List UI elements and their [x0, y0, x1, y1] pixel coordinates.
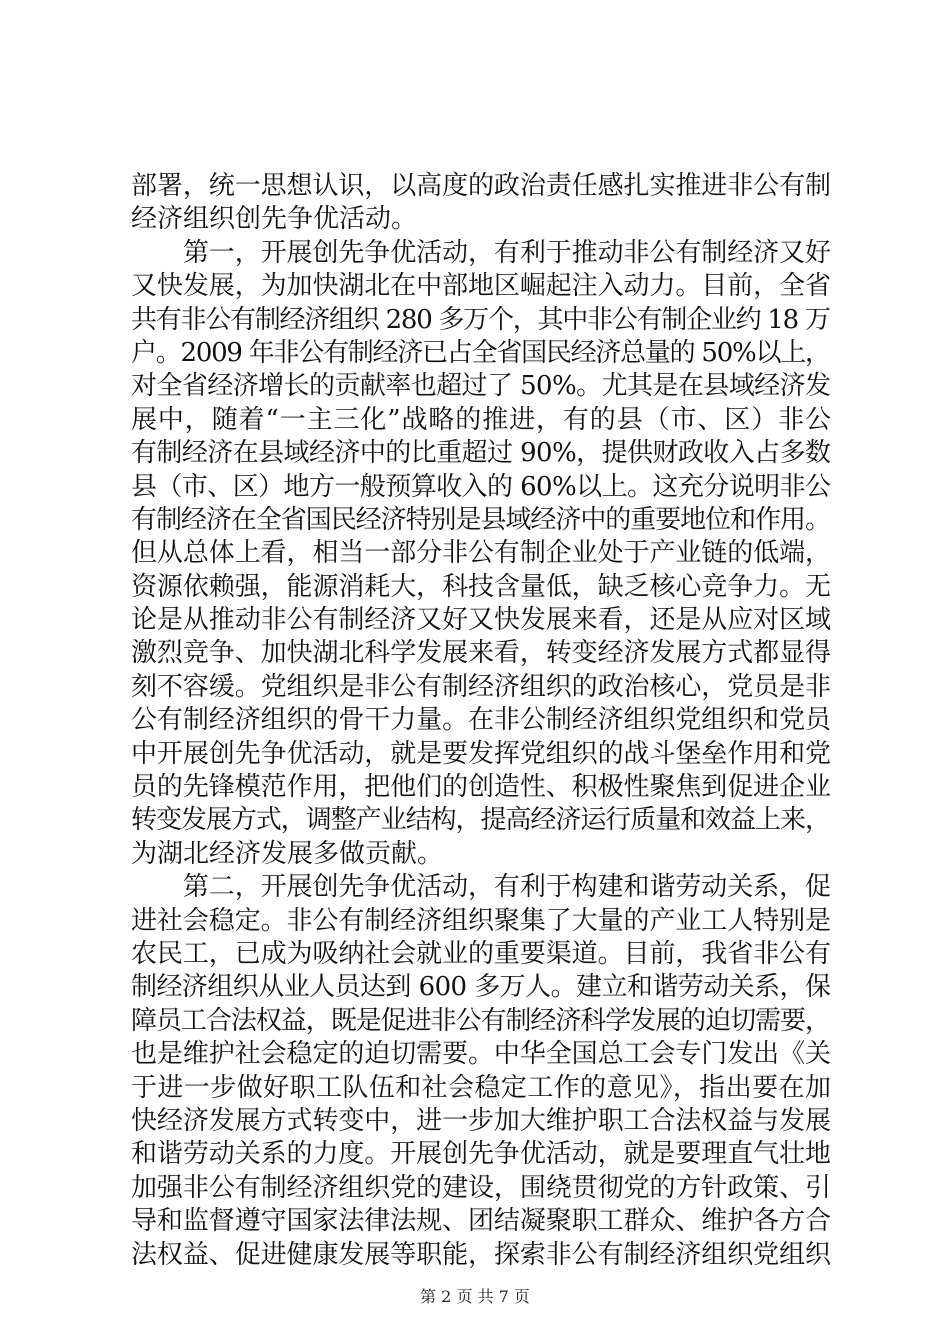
text-line: 经济组织创先争优活动。 [131, 204, 418, 235]
text-line: 法权益、促进健康发展等职能，探索非公有制经济组织党组织 [131, 1239, 831, 1270]
text-line: 和谐劳动关系的力度。开展创先争优活动，就是要理直气壮地 [131, 1139, 831, 1170]
text-line: 资源依赖强，能源消耗大，科技含量低，缺乏核心竞争力。无 [131, 571, 831, 602]
text-line: 公有制经济组织的骨干力量。在非公制经济组织党组织和党员 [131, 705, 831, 736]
text-line: 进社会稳定。非公有制经济组织聚集了大量的产业工人特别是 [131, 905, 831, 936]
text-line: 员的先锋模范作用，把他们的创造性、积极性聚焦到促进企业 [131, 772, 831, 803]
text-line: 户。2009 年非公有制经济已占全省国民经济总量的 50%以上， [131, 337, 830, 368]
body-text [131, 170, 831, 1272]
text-line: 加强非公有制经济组织党的建设，围绕贯彻党的方针政策、引 [131, 1172, 831, 1203]
text-line: 农民工，已成为吸纳社会就业的重要渠道。目前，我省非公有 [131, 938, 831, 969]
text-line: 对全省经济增长的贡献率也超过了 50%。尤其是在县域经济发 [131, 371, 831, 402]
text-line: 为湖北经济发展多做贡献。 [131, 838, 444, 869]
text-line: 也是维护社会稳定的迫切需要。中华全国总工会专门发出《关 [131, 1039, 831, 1070]
text-line: 激烈竞争、加快湖北科学发展来看，转变经济发展方式都显得 [131, 638, 831, 669]
text-line: 又快发展，为加快湖北在中部地区崛起注入动力。目前，全省 [131, 271, 831, 302]
text-line: 导和监督遵守国家法律法规、团结凝聚职工群众、维护各方合 [131, 1206, 831, 1237]
text-line: 共有非公有制经济组织 280 多万个，其中非公有制企业约 18 万 [131, 304, 830, 335]
text-line: 论是从推动非公有制经济又好又快发展来看，还是从应对区域 [131, 605, 831, 636]
text-line: 第一，开展创先争优活动，有利于推动非公有制经济又好 [131, 237, 831, 268]
page-footer: 第 2 页 共 7 页 [420, 1287, 530, 1306]
text-line: 第二，开展创先争优活动，有利于构建和谐劳动关系，促 [131, 872, 831, 903]
text-line: 县（市、区）地方一般预算收入的 60%以上。这充分说明非公 [131, 471, 831, 502]
text-line: 有制经济在县域经济中的比重超过 90%，提供财政收入占多数 [131, 438, 831, 469]
text-line: 有制经济在全省国民经济特别是县域经济中的重要地位和作用。 [131, 504, 830, 535]
text-line: 于进一步做好职工队伍和社会稳定工作的意见》，指出要在加 [131, 1072, 832, 1103]
text-line: 刻不容缓。党组织是非公有制经济组织的政治核心，党员是非 [131, 671, 831, 702]
text-line: 部署，统一思想认识，以高度的政治责任感扎实推进非公有制 [131, 171, 831, 201]
text-line: 障员工合法权益，既是促进非公有制经济科学发展的迫切需要， [131, 1005, 830, 1036]
text-line: 转变发展方式，调整产业结构，提高经济运行质量和效益上来， [131, 805, 830, 836]
text-line: 中开展创先争优活动，就是要发挥党组织的战斗堡垒作用和党 [131, 738, 831, 769]
text-line: 展中，随着“一主三化”战略的推进，有的县（市、区）非公 [131, 404, 832, 435]
text-line: 快经济发展方式转变中，进一步加大维护职工合法权益与发展 [131, 1105, 831, 1136]
text-line: 但从总体上看，相当一部分非公有制企业处于产业链的低端， [131, 538, 831, 569]
text-line: 制经济组织从业人员达到 600 多万人。建立和谐劳动关系，保 [131, 972, 831, 1003]
